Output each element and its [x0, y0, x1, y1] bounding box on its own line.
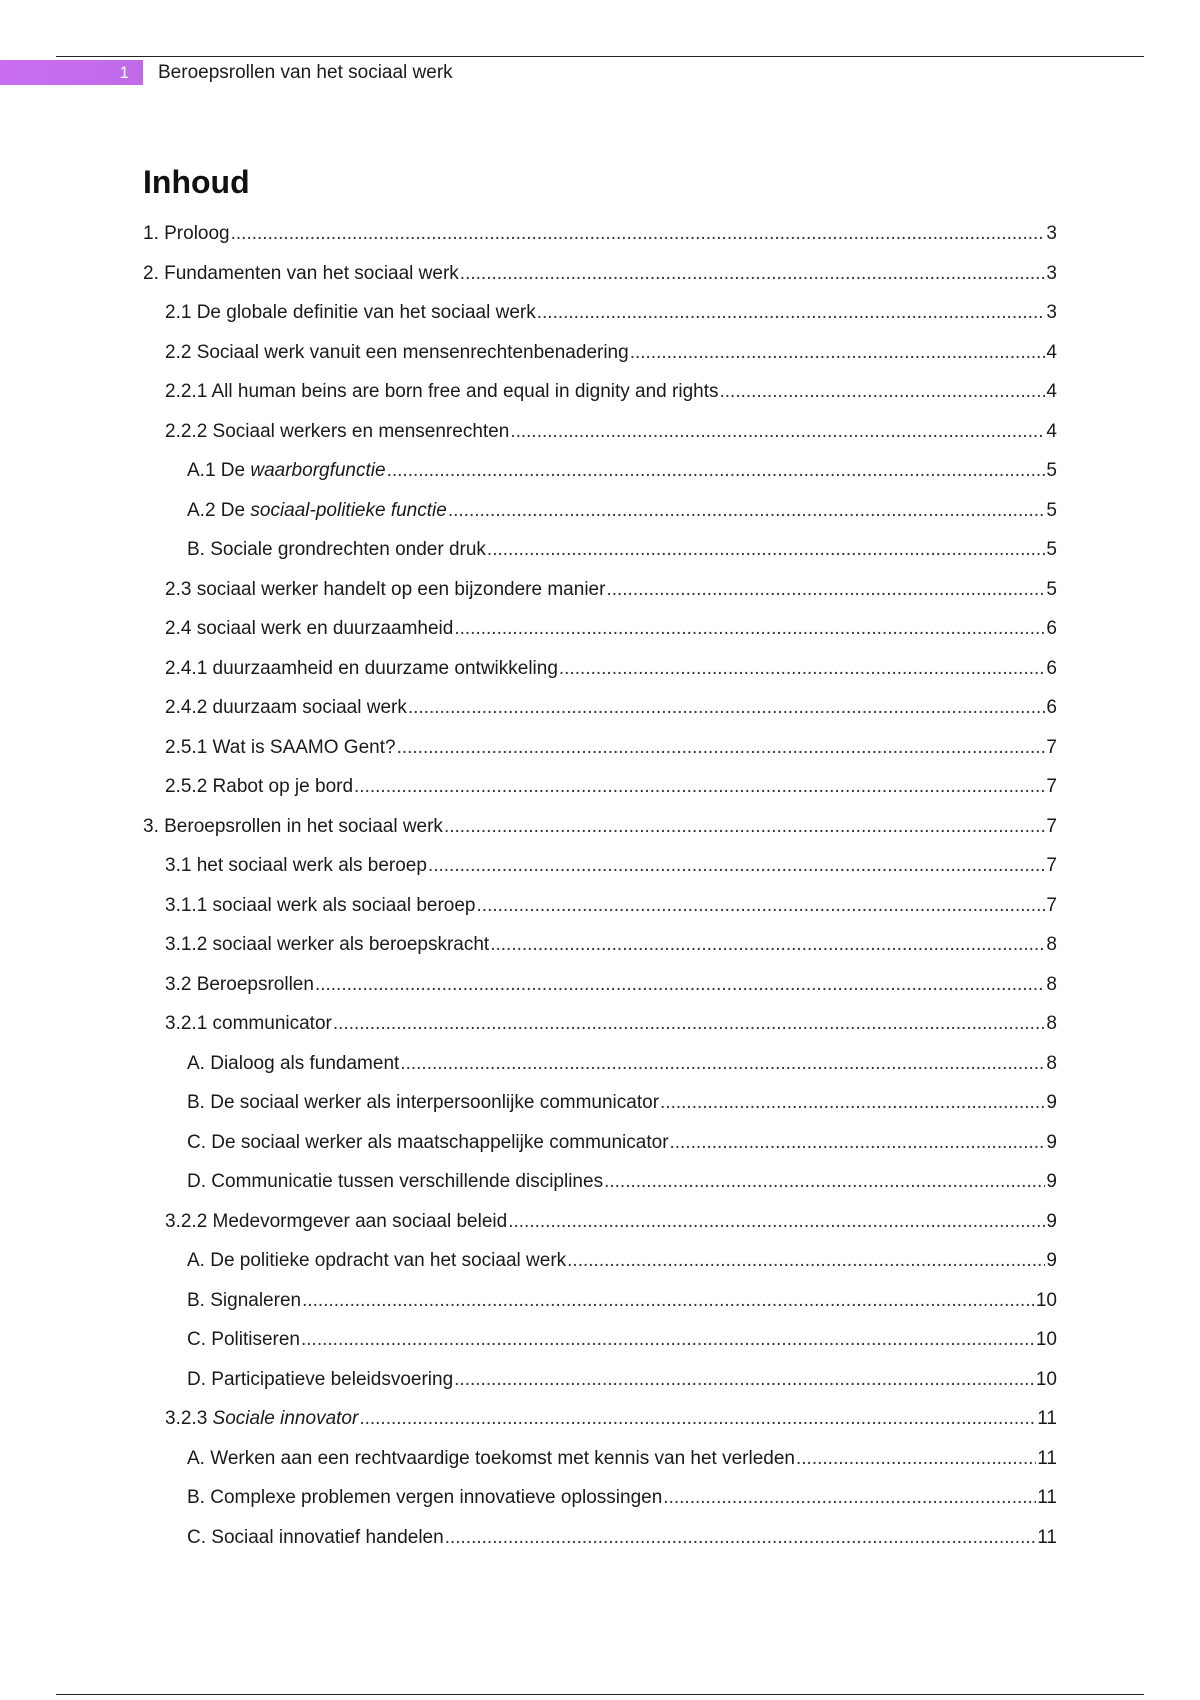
- toc-entry-text: 2.4.1 duurzaamheid en duurzame ontwikkeling: [165, 657, 558, 679]
- toc-page-number: 7: [1046, 894, 1057, 916]
- toc-entry-title: [165, 1004, 332, 1044]
- toc-entry-title: [187, 1083, 659, 1123]
- toc-page-number: 8: [1046, 934, 1057, 955]
- toc-entry-text: A. De politieke opdracht van het sociaal werk: [187, 1250, 567, 1271]
- page-number-badge: 1: [0, 60, 143, 85]
- toc-entry-title: [187, 451, 386, 491]
- toc-page-number: 3: [1046, 262, 1057, 284]
- toc-dot-leader: [301, 1320, 1035, 1360]
- toc-entry-text: B. Signaleren: [187, 1289, 302, 1311]
- toc-dot-leader: [454, 609, 1045, 649]
- toc-page-number: 11: [1037, 1526, 1057, 1548]
- toc-entry-text: B. De sociaal werker als interpersoonlijke communicator: [187, 1092, 660, 1113]
- toc-entry[interactable]: [143, 1123, 1057, 1163]
- toc-dot-leader: [397, 728, 1046, 768]
- toc-title: Inhoud: [143, 164, 250, 200]
- toc-page-number: 5: [1046, 460, 1057, 481]
- toc-entry-text: 2.5.1 Wat is SAAMO Gent?: [165, 736, 396, 758]
- toc-entry-text: 3.2.2 Medevormgever aan sociaal beleid: [165, 1210, 508, 1232]
- toc-page-number: 11: [1037, 1447, 1057, 1469]
- toc-dot-leader: [400, 1044, 1045, 1084]
- toc-dot-leader: [354, 767, 1045, 807]
- toc-dot-leader: [487, 530, 1046, 570]
- toc-entry[interactable]: [143, 1162, 1057, 1202]
- toc-entry-title: [165, 728, 396, 768]
- toc-dot-leader: [445, 1518, 1037, 1558]
- toc-entry-title: [187, 1281, 301, 1321]
- toc-entry-text: 3.2.1 communicator: [165, 1013, 332, 1034]
- toc-entry[interactable]: [143, 1360, 1057, 1400]
- toc-entry-text: 3.1.2 sociaal werker als beroepskracht: [165, 934, 490, 955]
- toc-page-number: 7: [1046, 776, 1057, 797]
- toc-entry[interactable]: [143, 846, 1057, 886]
- toc-entry-title: [165, 688, 407, 728]
- toc-page-number: 6: [1046, 657, 1057, 679]
- toc-dot-leader: [508, 1202, 1045, 1242]
- toc-entry[interactable]: [143, 1281, 1057, 1321]
- toc-entry-italic-text: sociaal-politieke functie: [250, 499, 447, 521]
- toc-entry-text: 2.3 sociaal werker handelt op een bijzondere manier: [165, 578, 606, 600]
- toc-dot-leader: [567, 1241, 1045, 1281]
- toc-page-number: 10: [1035, 1329, 1057, 1350]
- toc-entry[interactable]: [143, 688, 1057, 728]
- toc-entry-title: [165, 372, 718, 412]
- toc-page-number: 7: [1046, 815, 1057, 837]
- toc-entry-title: [187, 1360, 453, 1400]
- toc-entry[interactable]: [143, 886, 1057, 926]
- toc-page-number: 4: [1046, 381, 1057, 402]
- toc-page-number: 5: [1046, 578, 1057, 600]
- toc-entry-text: D. Communicatie tussen verschillende disciplines: [187, 1171, 604, 1192]
- toc-entry-text: A. Werken aan een rechtvaardige toekomst met kennis van het verleden: [187, 1447, 795, 1469]
- toc-dot-leader: [333, 1004, 1046, 1044]
- toc-entry-title: [165, 846, 427, 886]
- toc-entry-title: [165, 649, 558, 689]
- toc-entry-text: 2.2.1 All human beins are born free and equal in dignity and rights: [165, 381, 719, 402]
- toc-entry[interactable]: [143, 412, 1057, 452]
- toc-entry[interactable]: [143, 609, 1057, 649]
- toc-page-number: 6: [1046, 618, 1057, 639]
- toc-page-number: 4: [1046, 341, 1057, 363]
- toc-page-number: 7: [1046, 855, 1057, 876]
- toc-entry-text: 2.4 sociaal werk en duurzaamheid: [165, 618, 454, 639]
- toc-entry-text: D. Participatieve beleidsvoering: [187, 1368, 454, 1390]
- toc-entry-text: C. De sociaal werker als maatschappelijke communicator: [187, 1131, 669, 1153]
- toc-dot-leader: [302, 1281, 1035, 1321]
- toc-page-number: 7: [1046, 736, 1057, 758]
- toc-page-number: 5: [1046, 499, 1057, 521]
- toc-entry-text: 3.1.1 sociaal werk als sociaal beroep: [165, 894, 476, 916]
- toc-page-number: 9: [1046, 1250, 1057, 1271]
- toc-entry-title: [187, 1241, 566, 1281]
- toc-entry-title: [143, 254, 459, 294]
- toc-entry-text: 2. Fundamenten van het sociaal werk: [143, 262, 459, 284]
- toc-entry[interactable]: [143, 214, 1057, 254]
- header-rule: [56, 56, 1144, 57]
- toc-entry[interactable]: [143, 372, 1057, 412]
- footer-rule: [56, 1694, 1144, 1695]
- toc-entry[interactable]: [143, 333, 1057, 373]
- toc-dot-leader: [719, 372, 1045, 412]
- toc-entry-text: 2.2 Sociaal werk vanuit een mensenrechtenbenadering: [165, 341, 629, 363]
- toc-entry-text: A. Dialoog als fundament: [187, 1052, 400, 1074]
- toc-entry[interactable]: [143, 649, 1057, 689]
- toc-entry-title: [187, 1518, 444, 1558]
- toc-entry[interactable]: [143, 1044, 1057, 1084]
- toc-entry[interactable]: [143, 451, 1057, 491]
- toc-page-number: 4: [1046, 420, 1057, 442]
- toc-entry[interactable]: [143, 570, 1057, 610]
- toc-entry-title: [143, 214, 230, 254]
- toc-entry-italic-text: Sociale innovator: [212, 1408, 359, 1429]
- toc-page-number: 9: [1046, 1092, 1057, 1113]
- toc-entry-text: A.1 De: [187, 460, 251, 481]
- toc-entry[interactable]: [143, 530, 1057, 570]
- toc-entry-title: [187, 1478, 662, 1518]
- toc-entry-text: C. Politiseren: [187, 1329, 300, 1350]
- toc-entry[interactable]: [143, 1004, 1057, 1044]
- toc-entry[interactable]: [143, 1202, 1057, 1242]
- toc-entry-text: B. Sociale grondrechten onder druk: [187, 539, 486, 560]
- toc-dot-leader: [490, 925, 1045, 965]
- toc-page-number: 8: [1046, 1052, 1057, 1074]
- toc-dot-leader: [537, 293, 1046, 333]
- toc-entry-text: B. Complexe problemen vergen innovatieve oplossingen: [187, 1487, 663, 1508]
- toc-entry[interactable]: [143, 925, 1057, 965]
- toc-entry-title: [187, 1123, 669, 1163]
- toc-entry[interactable]: [143, 767, 1057, 807]
- toc-entry-title: [165, 925, 489, 965]
- toc-entry-text: 2.2.2 Sociaal werkers en mensenrechten: [165, 420, 510, 442]
- toc-entry-title: [187, 1044, 399, 1084]
- toc-entry-text: 3.2 Beroepsrollen: [165, 973, 314, 995]
- toc-entry-title: [165, 293, 536, 333]
- toc-entry-text: A.2 De: [187, 499, 251, 521]
- toc-entry-title: [165, 333, 629, 373]
- toc-page-number: 5: [1046, 539, 1057, 560]
- toc-entry-text: C. Sociaal innovatief handelen: [187, 1526, 444, 1548]
- running-header-title: Beroepsrollen van het sociaal werk: [158, 62, 453, 83]
- toc-entry[interactable]: [143, 965, 1057, 1005]
- toc-dot-leader: [444, 807, 1045, 847]
- toc-entry-title: [187, 530, 486, 570]
- toc-dot-leader: [630, 333, 1046, 373]
- toc-entry[interactable]: [143, 1241, 1057, 1281]
- toc-dot-leader: [606, 570, 1045, 610]
- toc-entry-title: [165, 609, 453, 649]
- toc-dot-leader: [428, 846, 1045, 886]
- toc-dot-leader: [359, 1399, 1036, 1439]
- toc-entry-text: 3. Beroepsrollen in het sociaal werk: [143, 815, 443, 837]
- toc-entry-text: 3.2.3: [165, 1408, 213, 1429]
- toc-page-number: 3: [1046, 302, 1057, 323]
- toc-entry[interactable]: [143, 728, 1057, 768]
- toc-entry[interactable]: [143, 293, 1057, 333]
- toc-entry-title: [187, 491, 447, 531]
- toc-dot-leader: [477, 886, 1046, 926]
- toc-page-number: 6: [1046, 697, 1057, 718]
- toc-entry[interactable]: [143, 1399, 1057, 1439]
- toc-dot-leader: [670, 1123, 1046, 1163]
- toc-page-number: 9: [1046, 1171, 1057, 1192]
- toc-dot-leader: [559, 649, 1046, 689]
- toc-page-number: 8: [1046, 973, 1057, 995]
- toc-entry[interactable]: [143, 1478, 1057, 1518]
- toc-entry[interactable]: [143, 254, 1057, 294]
- toc-entry[interactable]: [143, 807, 1057, 847]
- toc-entry-text: 3.1 het sociaal werk als beroep: [165, 855, 427, 876]
- toc-entry[interactable]: [143, 1320, 1057, 1360]
- toc-dot-leader: [460, 254, 1046, 294]
- toc-entry-title: [165, 1202, 507, 1242]
- toc-page-number: 11: [1037, 1408, 1057, 1429]
- toc-page-number: 3: [1046, 223, 1057, 244]
- toc-entry[interactable]: [143, 1083, 1057, 1123]
- toc-entry-text: 2.5.2 Rabot op je bord: [165, 776, 354, 797]
- toc-dot-leader: [796, 1439, 1036, 1479]
- toc-entry-title: [165, 570, 605, 610]
- toc-dot-leader: [663, 1478, 1036, 1518]
- toc-entry[interactable]: [143, 1439, 1057, 1479]
- toc-dot-leader: [660, 1083, 1045, 1123]
- toc-entry[interactable]: [143, 491, 1057, 531]
- toc-entry-title: [165, 767, 353, 807]
- toc-page-number: 9: [1046, 1210, 1057, 1232]
- toc-page-number: 9: [1046, 1131, 1057, 1153]
- toc-dot-leader: [454, 1360, 1035, 1400]
- toc-dot-leader: [231, 214, 1046, 254]
- toc-entry-text: 2.4.2 duurzaam sociaal werk: [165, 697, 407, 718]
- toc-entry-title: [165, 965, 314, 1005]
- toc-dot-leader: [510, 412, 1045, 452]
- toc-entry-title: [165, 1399, 358, 1439]
- toc-entry-italic-text: waarborgfunctie: [250, 460, 386, 481]
- toc-dot-leader: [448, 491, 1046, 531]
- toc-entry-title: [165, 886, 476, 926]
- toc-page-number: 10: [1035, 1368, 1057, 1390]
- toc-entry-title: [187, 1439, 795, 1479]
- toc-entry-title: [187, 1320, 300, 1360]
- toc-dot-leader: [387, 451, 1046, 491]
- toc-entry-text: 2.1 De globale definitie van het sociaal werk: [165, 302, 536, 323]
- toc-dot-leader: [315, 965, 1045, 1005]
- toc-entry-title: [143, 807, 443, 847]
- toc-page-number: 8: [1046, 1013, 1057, 1034]
- toc-page-number: 10: [1035, 1289, 1057, 1311]
- table-of-contents: [143, 214, 1057, 1557]
- toc-dot-leader: [408, 688, 1046, 728]
- toc-dot-leader: [604, 1162, 1045, 1202]
- toc-entry-title: [165, 412, 509, 452]
- toc-page-number: 11: [1037, 1487, 1057, 1508]
- toc-entry-title: [187, 1162, 603, 1202]
- toc-entry-text: 1. Proloog: [143, 223, 230, 244]
- toc-entry[interactable]: [143, 1518, 1057, 1558]
